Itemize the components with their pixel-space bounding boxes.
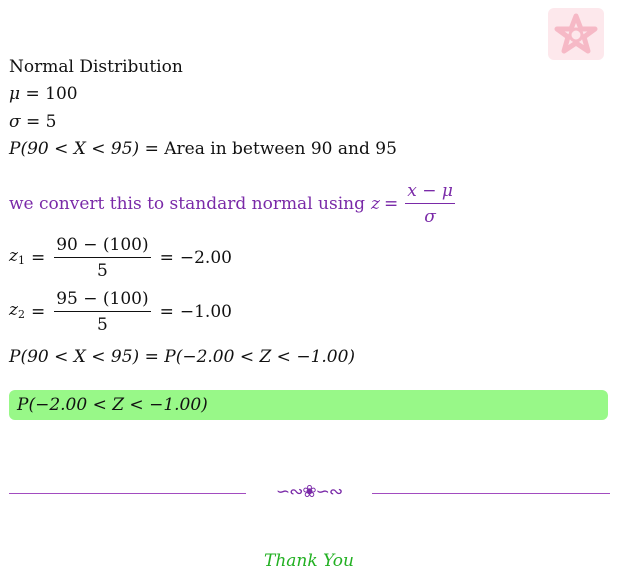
page-title: [9, 57, 183, 77]
convert-equals: =: [383, 194, 399, 214]
z2-result: −1.00: [179, 302, 232, 322]
sigma-value: 5: [45, 112, 57, 132]
z1-equals-2: =: [159, 248, 174, 268]
equivalence-line: [9, 347, 355, 367]
z1-result: −2.00: [179, 248, 232, 268]
z-formula-fraction: [405, 181, 455, 227]
problem-statement: [9, 139, 397, 159]
equivalence-equals: =: [144, 347, 165, 367]
convert-line: [9, 181, 458, 227]
z-formula-denominator: σ: [405, 203, 455, 227]
sigma-line: [9, 112, 57, 132]
z1-equation: [9, 235, 232, 281]
z2-equation: [9, 289, 232, 335]
equivalence-right: P(−2.00 < Z < −1.00): [164, 347, 356, 367]
z1-numerator: 90 − (100): [56, 235, 149, 255]
problem-prob-expr: P(90 < X < 95): [9, 139, 140, 159]
z2-equals: =: [30, 302, 46, 322]
z2-equals-2: =: [159, 302, 174, 322]
z2-var-letter: z: [9, 299, 18, 320]
z2-denominator: 5: [54, 311, 150, 335]
sigma-symbol: σ: [9, 112, 21, 132]
z2-numerator: 95 − (100): [56, 289, 149, 309]
z2-fraction: [54, 289, 150, 335]
mu-equals: =: [25, 84, 46, 104]
mu-line: [9, 84, 78, 104]
z1-equals: =: [30, 248, 46, 268]
thank-you-text: Thank You: [263, 551, 354, 571]
mu-symbol: μ: [9, 84, 21, 104]
page-title-text: Normal Distribution: [9, 57, 183, 77]
answer-text: P(−2.00 < Z < −1.00): [17, 395, 208, 415]
z1-fraction: [54, 235, 150, 281]
z1-var-letter: z: [9, 245, 18, 266]
problem-description: Area in between 90 and 95: [164, 139, 397, 159]
ornament-icon: ∽∾❀∽∾: [275, 482, 343, 502]
z1-subscript: 1: [17, 253, 25, 267]
answer-line: [17, 395, 208, 415]
z-formula-numerator: x − μ: [407, 181, 453, 201]
convert-text: we convert this to standard normal using: [9, 194, 365, 214]
sigma-equals: =: [26, 112, 46, 132]
divider-right: [372, 493, 610, 494]
z2-var: [9, 300, 25, 325]
z2-subscript: 2: [17, 307, 25, 321]
divider-left: [9, 493, 246, 494]
logo-badge: [548, 8, 604, 60]
equivalence-left: P(90 < X < 95): [9, 347, 140, 367]
mu-value: 100: [45, 84, 78, 104]
z1-var: [9, 246, 25, 271]
problem-equals: =: [144, 139, 159, 159]
star-logo-icon: [548, 8, 604, 60]
convert-z-var: z: [370, 194, 380, 214]
z1-denominator: 5: [54, 257, 150, 281]
